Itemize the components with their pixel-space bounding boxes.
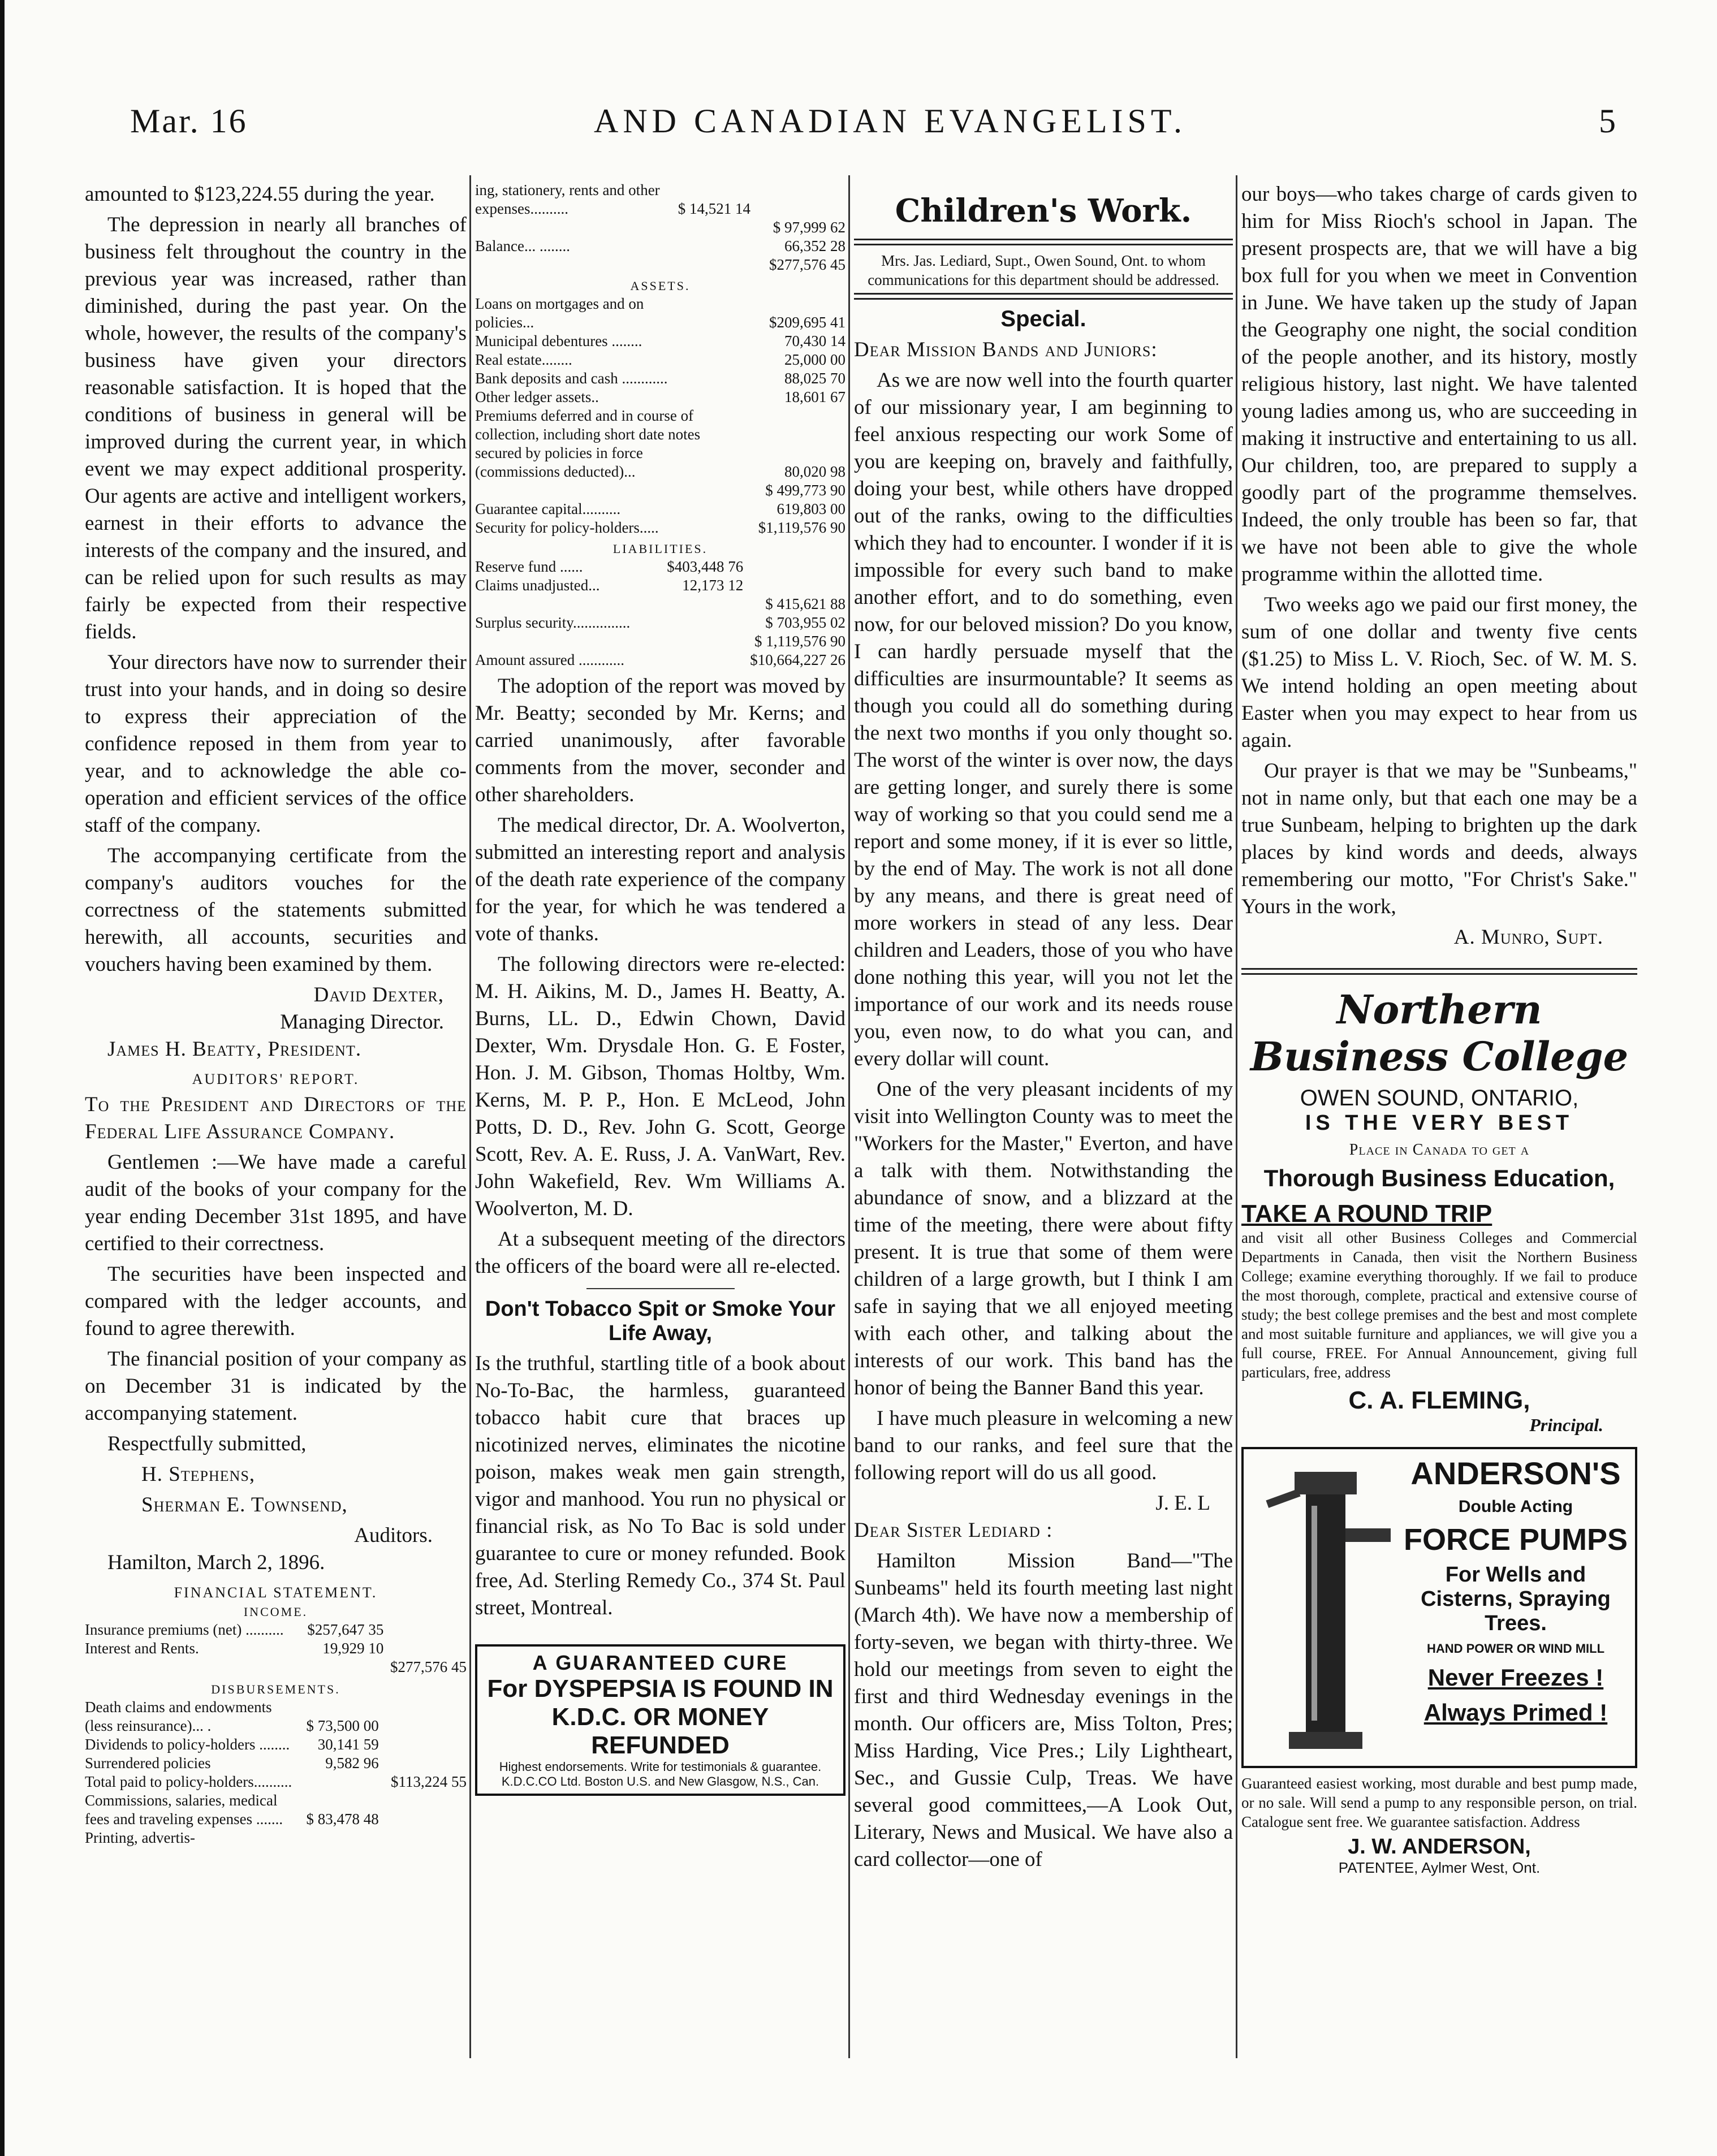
subsection-heading: DISBURSEMENTS. [211, 1682, 340, 1696]
ad-line: Never Freezes ! [1427, 1664, 1604, 1691]
ad-line: C. A. FLEMING, [1348, 1386, 1530, 1414]
paragraph: Our prayer is that we may be "Sunbeams," not in name only, but that each one may be a true Sunbeam, helping to brighten up the dark places by kind words and deeds, always remembering our motto, "For Christ's Sake." Yours in the work, [1241, 759, 1637, 918]
table-row: Amount assured ............ $10,664,227 26 [475, 651, 845, 668]
summary-table [475, 481, 845, 537]
pump-text [1402, 1455, 1629, 1726]
disbursements-table [85, 1698, 467, 1847]
ad-line: ANDERSON'S [1410, 1455, 1621, 1491]
table-row: Reserve fund ...... $403,448 76 [475, 558, 744, 575]
table-row: $ 1,119,576 90 [754, 633, 845, 650]
ad-line: HAND POWER OR WIND MILL [1426, 1641, 1605, 1656]
ad-line: TAKE A ROUND TRIP [1241, 1200, 1492, 1228]
ad-line: IS THE VERY BEST [1305, 1111, 1574, 1135]
paragraph: At a subsequent meeting of the directors the officers of the board were all re-elected. [475, 1228, 845, 1278]
ad-line: Principal. [1529, 1415, 1603, 1435]
paragraph: One of the very pleasant incidents of my visit into Wellington County was to meet the "Workers for the Master," Everton, and have a talk with them. Notwithstanding the abundance of snow, and a blizzard at the time of the meeting, there were about fifty present. It is true that some of them were children of a large growth, but I think I am safe in saying that we all enjoyed meeting with each other, and talking about the interests of our work. This band has the honor of being the Banner Band this year. [854, 1078, 1233, 1399]
paragraph: The securities have been inspected and compared with the ledger accounts, and found to agree therewith. [85, 1263, 467, 1340]
college-logo: Northern Business College [1250, 986, 1629, 1080]
table-row: Bank deposits and cash ............ 88,025 70 [475, 370, 845, 387]
pump-image [1255, 1461, 1396, 1755]
paragraph: I have much pleasure in welcoming a new band to our ranks, and feel sure that the following report will do us all good. [854, 1407, 1233, 1484]
column-3 [854, 181, 1233, 2075]
table-row: $ 415,621 88 [765, 595, 845, 612]
table-row: Balance... ........ 66,352 28 [475, 237, 845, 254]
table-row: Municipal debentures ........ 70,430 14 [475, 332, 845, 349]
table-row: Premiums deferred and in course of collection, including short date notes secured by policies in force (commissions deducted)... 80,020 98 [475, 407, 845, 480]
table-row: Insurance premiums (net) .......... $257,647 35 [85, 1621, 384, 1638]
paragraph: The financial position of your company as on December 31 is indicated by the accompanying statement. [85, 1347, 467, 1425]
ad-line: Highest endorsements. Write for testimonials & guarantee. K.D.C.CO Ltd. Boston U.S. and New Glasgow, N.S., Can. [499, 1760, 822, 1788]
table-row: $277,576 45 [769, 256, 845, 273]
section-heading: FINANCIAL STATEMENT. [174, 1584, 378, 1601]
ad-line: For DYSPEPSIA IS FOUND IN K.D.C. OR MONEY REFUNDED [487, 1675, 834, 1759]
subsection-heading: LIABILITIES. [612, 542, 708, 556]
auditor-name: H. Stephens, [141, 1463, 256, 1486]
editor-note: Mrs. Jas. Lediard, Supt., Owen Sound, Ont. to whom communications for this department should be addressed. [868, 252, 1219, 288]
table-row: Guarantee capital.......... 619,803 00 [475, 500, 845, 517]
header-page-number: 5 [1599, 102, 1617, 140]
ad-line: Double Acting [1458, 1497, 1573, 1516]
paragraph: The depression in nearly all branches of business felt throughout the country in the previous year was increased, rather than diminished, during the past year. On the whole, however, the results of the company's business have given your directors reasonable satisfaction. It is hoped that the conditions of business in general will be improved during the current year, in which event we may expect additional prosperity. Our agents are active and intelligent workers, earnest in their efforts to advance the interests of the company and the insured, and can be relied upon for such results as may fairly be expected from their respective fields. [85, 213, 467, 643]
section-heading: AUDITORS' REPORT. [192, 1071, 360, 1087]
section-heading: Special. [1000, 306, 1086, 331]
table-row: $ 97,999 62 [773, 219, 845, 236]
signature: J. E. L [1155, 1492, 1210, 1515]
table-row: Other ledger assets.. 18,601 67 [475, 388, 845, 405]
scan-edge [0, 0, 5, 2156]
paragraph: The accompanying certificate from the company's auditors vouches for the correctness of the statements submitted herewith, all accounts, securities and vouchers having been examined by them. [85, 844, 467, 976]
page-header [130, 102, 1617, 158]
paragraph: The adoption of the report was moved by Mr. Beatty; seconded by Mr. Kerns; and carried unanimously, after favorable comments from the mover, seconder and other shareholders. [475, 675, 845, 806]
ad-body: Guaranteed easiest working, most durable and best pump made, or no sale. Will send a pump to any responsible person, on trial. Catalogue sent free. We guarantee satisfaction. Address [1241, 1775, 1637, 1830]
table-row: Printing, advertis- [85, 1829, 195, 1846]
subsection-heading: INCOME. [243, 1605, 308, 1619]
auditor-title: Auditors. [354, 1524, 433, 1547]
header-date: Mar. 16 [130, 102, 248, 140]
column-4 [1241, 181, 1637, 2075]
paragraph: As we are now well into the fourth quarter of our missionary year, I am beginning to feel anxious respecting our work Some of you are keeping on, bravely and faithfully, doing your best, while others have dropped out of the ranks, owing to the difficulties which they had to encounter. I wonder if it is impossible for every such band to make another effort, and to do something, even now, for our beloved mission? Do you know, I can hardly persuade myself that the difficulties are insurmountable? It seems as though you could all do something during the next two months if you only thought so. The worst of the winter is over now, the days are getting longer, and surely there is some way of working so that you could send me a report and some money, if it is ever so little, by the end of May. The work is not all done by any means, and there is great need of more workers in stead of any less. Dear children and Leaders, those of you who have done nothing this year, will you not let the importance of our work and its needs rouse you, even now, to do what you can, and every dollar will count. [854, 369, 1233, 1070]
paragraph: Hamilton Mission Band—"The Sunbeams" held its fourth meeting last night (March 4th). We have now a membership of forty-seven, we began with thirty-three. We hold our meetings from seven to eight the first and third Wednesday evenings in the month. Our officers are, Miss Tolton, Pres; Miss Harding, Vice Pres.; Lily Lightheart, Sec., and Gussie Culp, Treas. We have several good committees,—A Look Out, Literary, News and Musical. We have also a card collector—one of [854, 1549, 1233, 1871]
income-table [85, 1621, 467, 1677]
table-row: Surrendered policies 9,582 96 [85, 1755, 379, 1772]
column-rule [469, 175, 471, 2058]
column-1 [85, 181, 467, 2075]
header-title: AND CANADIAN EVANGELIST. [594, 102, 1187, 140]
assets-table [475, 295, 845, 481]
ad-line: J. W. ANDERSON, [1348, 1835, 1531, 1859]
place-date: Hamilton, March 2, 1896. [107, 1551, 325, 1574]
signature-name: David Dexter, [313, 983, 444, 1006]
table-row: Interest and Rents. 19,929 10 [85, 1640, 384, 1657]
paragraph: The medical director, Dr. A. Woolverton, submitted an interesting report and analysis of the death rate experience of the company for the year, for which he was tendered a vote of thanks. [475, 814, 845, 945]
column-2 [475, 181, 845, 2075]
table-row: Dividends to policy-holders ........ 30,141 59 [85, 1736, 379, 1753]
kdc-advertisement [475, 1644, 845, 1796]
section-title: Children's Work. [895, 192, 1192, 230]
table-row: Total paid to policy-holders.......... $113,224 55 [85, 1773, 467, 1790]
signature-president: James H. Beatty, President. [107, 1038, 362, 1061]
table-row: Security for policy-holders..... $1,119,576 90 [475, 519, 845, 536]
signature: A. Munro, Supt. [1453, 926, 1603, 949]
salutation: Dear Mission Bands and Juniors: [854, 338, 1158, 361]
divider [586, 1288, 735, 1289]
ad-line: PATENTEE, Aylmer West, Ont. [1338, 1859, 1541, 1876]
table-row: Surplus security............... $ 703,955 02 [475, 614, 845, 631]
double-rule [1241, 968, 1637, 975]
ad-body: and visit all other Business Colleges and Commercial Departments in Canada, then visit the Northern Business College; examine everything thoroughly. If we fail to produce the most thorough, complete, practical and extensive course of study; the best college premises and the best and most complete and most suitable furniture and appliances, we will give you a full course, FREE. For Annual Announcement, giving full particulars, free, address [1241, 1229, 1637, 1381]
paragraph: amounted to $123,224.55 during the year. [85, 183, 435, 206]
column-rule [1236, 175, 1237, 2058]
ad-line: For Wells and Cisterns, Spraying Trees. [1421, 1563, 1611, 1635]
ad-line: Thorough Business Education, [1263, 1165, 1615, 1191]
ad-line: A GUARANTEED CURE [532, 1651, 788, 1674]
auditor-name: Sherman E. Townsend, [141, 1493, 348, 1516]
paragraph: Respectfully submitted, [107, 1432, 307, 1455]
ad-line: OWEN SOUND, ONTARIO, [1300, 1086, 1579, 1111]
table-row: Claims unadjusted... 12,173 12 [475, 577, 744, 594]
paragraph: Your directors have now to surrender their trust into your hands, and in doing so desire to express their appreciation of the confidence reposed in them from year to year, and to acknowledge the able co-operation and efficient services of the office staff of the company. [85, 651, 467, 837]
subsection-heading: ASSETS. [630, 279, 691, 293]
paragraph: The following directors were re-elected: M. H. Aikins, M. D., James H. Beatty, A. Burns, LL. D., Edwin Chown, David Dexter, Wm. Drysdale Hon. G. E Foster, Hon. J. M. Gibson, Thomas Holtby, Wm. Kerns, M. P. P., Hon. E McLeod, John Potts, D. D., Rev. John G. Scott, George Scott, Rev. A. E. Russ, J. A. VanWart, Rev. John Wakefield, Rev. Wm Williams A. Woolverton, M. D. [475, 953, 845, 1220]
table-row: $277,576 45 [390, 1658, 467, 1675]
paragraph: Gentlemen :—We have made a careful audit of the books of your company for the year ending December 31st 1895, and have certified to their correctness. [85, 1151, 467, 1255]
paragraph: Two weeks ago we paid our first money, the sum of one dollar and twenty five cents ($1.25) to Miss L. V. Rioch, Sec. of W. M. S. We intend holding an open meeting about Easter when you may expect to hear from us again. [1241, 593, 1637, 752]
ad-line: FORCE PUMPS [1403, 1523, 1628, 1557]
paragraph: our boys—who takes charge of cards given to him for Miss Rioch's school in Japan. The present prospects are, that we will have a big box full for you when we meet in Convention in June. We have taken up the study of Japan the Geography one night, the social condition of the people another, and its history, mostly religious history, last night. We have talented young ladies among us, who are succeeding in making it instructive and entertaining to us all. Our children, too, are prepared to supply a goodly part of the programme themselves. Indeed, the only trouble has been so far, that we have not been able to give the whole programme within the allotted time. [1241, 183, 1637, 586]
ad-headline: Don't Tobacco Spit or Smoke Your Life Away, [485, 1297, 836, 1345]
salutation: Dear Sister Lediard : [854, 1519, 1053, 1542]
address-line: To the President and Directors of the Federal Life Assurance Company. [85, 1093, 467, 1143]
ad-body: Is the truthful, startling title of a book about No-To-Bac, the harmless, guaranteed tobacco habit cure that braces up nicotinized nerves, eliminates the nicotine poison, makes weak men gain strength, vigor and manhood. You run no physical or financial risk, as No To Bac is sold under guarantee to cure or money refunded. Book free, Ad. Sterling Remedy Co., 374 St. Paul street, Montreal. [475, 1352, 845, 1619]
expenses-table [475, 181, 845, 274]
double-rule [854, 293, 1233, 300]
double-rule [854, 239, 1233, 245]
ad-line: Place in Canada to get a [1349, 1141, 1530, 1159]
table-row: Death claims and endowments (less reinsurance)... . $ 73,500 00 [85, 1699, 379, 1734]
table-row: Loans on mortgages and on policies... $209,695 41 [475, 295, 845, 331]
signature-title: Managing Director. [280, 1010, 444, 1034]
ad-line: Always Primed ! [1423, 1699, 1608, 1726]
column-rule [848, 175, 850, 2058]
table-row: Commissions, salaries, medical fees and traveling expenses ....... $ 83,478 48 [85, 1792, 379, 1827]
table-row: $ 499,773 90 [765, 482, 845, 499]
table-row: Real estate........ 25,000 00 [475, 351, 845, 368]
pump-advertisement [1241, 1447, 1637, 1768]
liabilities-table [475, 558, 845, 669]
table-row: ing, stationery, rents and other expenses.......... $ 14,521 14 [475, 182, 751, 217]
